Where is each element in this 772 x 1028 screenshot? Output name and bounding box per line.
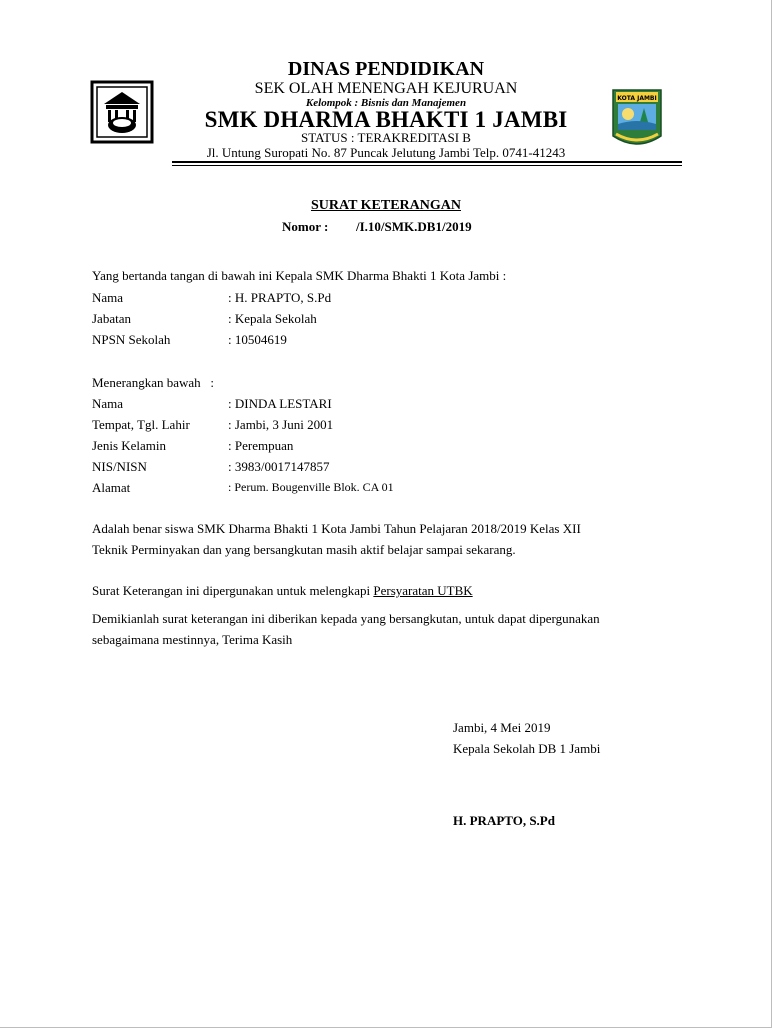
- place-date: Jambi, 4 Mei 2019: [453, 720, 551, 735]
- letter-number-label: Nomor :: [282, 219, 329, 234]
- body-line-2: Teknik Perminyakan dan yang bersangkutan masih aktif belajar sampai sekarang.: [92, 542, 516, 557]
- purpose-text: [92, 583, 473, 599]
- letter-number: /I.10/SMK.DB1/2019: [356, 219, 472, 234]
- svg-text:KOTA JAMBI: KOTA JAMBI: [617, 95, 657, 102]
- closing-line-1: Demikianlah surat keterangan ini diberikan kepada yang bersangkutan, untuk dapat dipergunakan: [92, 611, 600, 626]
- student-value: : Perempuan: [228, 438, 294, 453]
- intro-text: Yang bertanda tangan di bawah ini Kepala SMK Dharma Bhakti 1 Kota Jambi :: [92, 268, 507, 283]
- school-status: STATUS : TERAKREDITASI B: [301, 130, 471, 145]
- signatory-value: : Kepala Sekolah: [228, 311, 317, 326]
- school-type: SEK OLAH MENENGAH KEJURUAN: [254, 80, 518, 97]
- purpose-prefix: Surat Keterangan ini dipergunakan untuk melengkapi: [92, 583, 374, 598]
- purpose-requirement: Persyaratan UTBK: [373, 583, 473, 598]
- student-label: NIS/NISN: [92, 459, 147, 474]
- student-label: Jenis Kelamin: [92, 438, 167, 453]
- school-group: Kelompok : Bisnis dan Manajemen: [305, 97, 467, 109]
- agency-name: DINAS PENDIDIKAN: [287, 58, 485, 80]
- student-value: : DINDA LESTARI: [228, 396, 332, 411]
- signer-name: H. PRAPTO, S.Pd: [453, 813, 555, 828]
- signatory-value: : H. PRAPTO, S.Pd: [228, 290, 332, 305]
- school-address: Jl. Untung Suropati No. 87 Puncak Jelutung Jambi Telp. 0741-41243: [206, 145, 566, 160]
- student-label: Tempat, Tgl. Lahir: [92, 417, 190, 432]
- student-value: : Perum. Bougenville Blok. CA 01: [228, 480, 394, 494]
- signatory-label: NPSN Sekolah: [92, 332, 171, 347]
- signatory-label: Nama: [92, 290, 124, 305]
- header-rule-thin: [172, 165, 682, 166]
- student-label: Nama: [92, 396, 124, 411]
- student-value: : 3983/0017147857: [228, 459, 330, 474]
- body-line-1: Adalah benar siswa SMK Dharma Bhakti 1 Kota Jambi Tahun Pelajaran 2018/2019 Kelas XII: [92, 521, 581, 536]
- student-value: : Jambi, 3 Juni 2001: [228, 417, 334, 432]
- letter-title: SURAT KETERANGAN: [310, 198, 461, 213]
- signer-position: Kepala Sekolah DB 1 Jambi: [453, 741, 601, 756]
- closing-line-2: sebagaimana mestinnya, Terima Kasih: [92, 632, 293, 647]
- school-name: SMK DHARMA BHAKTI 1 JAMBI: [204, 107, 568, 132]
- signatory-label: Jabatan: [92, 311, 131, 326]
- header-rule-thick: [172, 161, 682, 163]
- declares-label: Menerangkan bawah :: [92, 375, 215, 390]
- signatory-value: : 10504619: [228, 332, 287, 347]
- student-label: Alamat: [92, 480, 131, 495]
